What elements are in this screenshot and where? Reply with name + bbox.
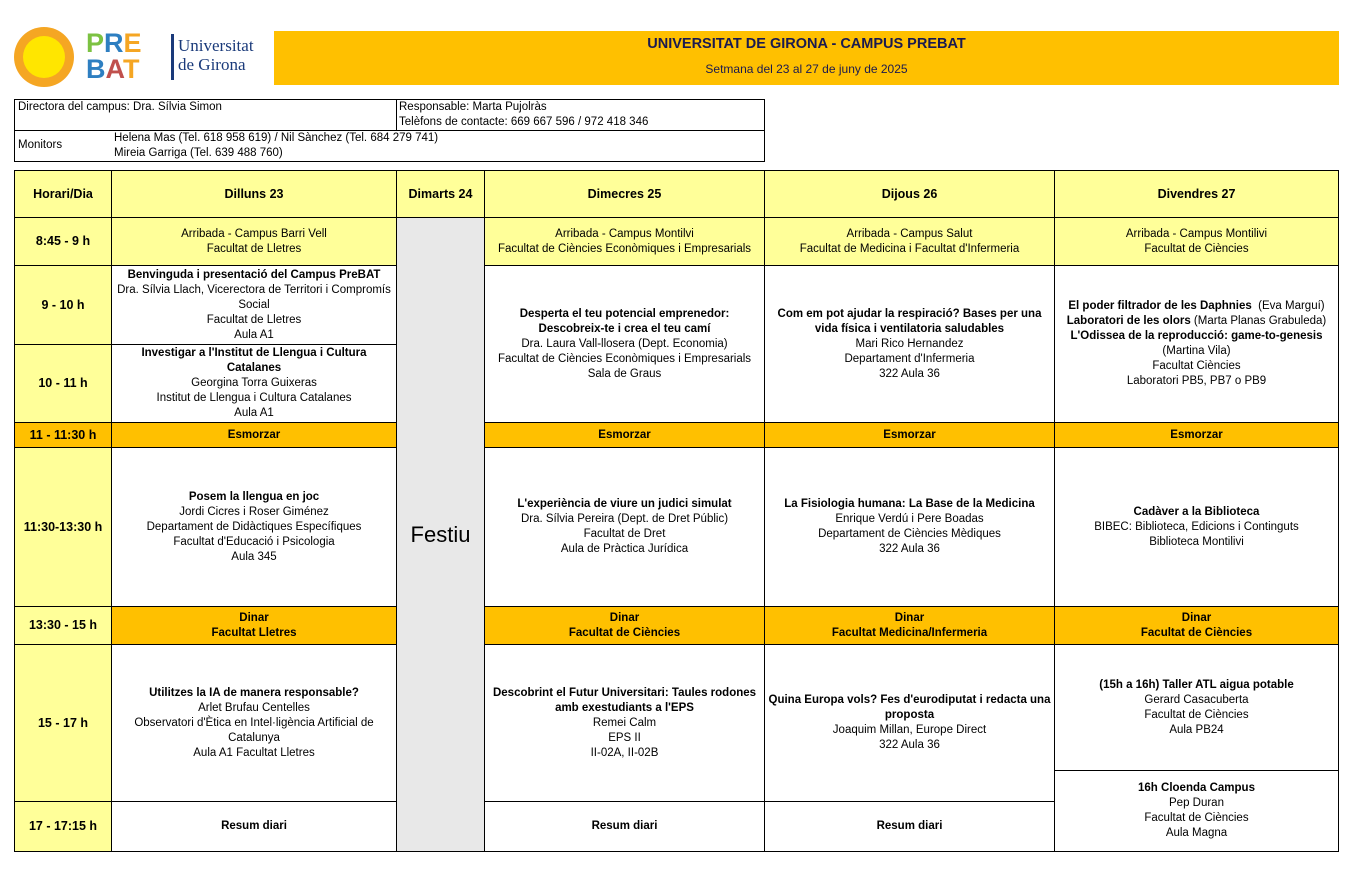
header-cell — [396, 170, 485, 218]
cell-text: Resum diari — [591, 820, 658, 832]
wed-lunch — [484, 606, 765, 645]
wed-afternoon — [484, 644, 765, 802]
cell-text: Sala de Graus — [587, 367, 662, 380]
wed-break — [484, 422, 765, 448]
cell-text: 17 - 17:15 h — [28, 819, 98, 833]
cell-text: Benvinguda i presentació del Campus PreBAT — [127, 268, 381, 281]
cell-text: Facultat Ciències — [1152, 360, 1241, 372]
fri-s1-title1: El poder filtrador de les Daphnies — [1068, 300, 1252, 312]
cell-text: Arribada - Campus Montilivi — [1125, 227, 1268, 240]
fri-s1-title2: Laboratori de les olors — [1066, 315, 1191, 327]
cell-text: Cadàver a la Biblioteca — [1133, 505, 1260, 518]
university-wordmark — [178, 36, 254, 74]
cell-text: Resum diari — [221, 820, 287, 832]
fri-lunch — [1054, 606, 1339, 645]
cell-text: Departament de Didàctiques Específiques — [146, 520, 362, 533]
cell-text: 9 - 10 h — [41, 297, 85, 312]
cell-text: Facultat Medicina/Infermeria — [831, 626, 988, 639]
cell-text: Jordi Cicres i Roser Giménez — [179, 505, 329, 518]
cell-text: Esmorzar — [1170, 428, 1223, 441]
cell-text: BIBEC: Biblioteca, Edicions i Continguts — [1094, 520, 1299, 533]
fri-s1-note3: (Martina Vila) — [1162, 345, 1231, 357]
cell-text: 322 Aula 36 — [879, 367, 940, 380]
wed-arrival — [484, 217, 765, 266]
cell-text: Arribada - Campus Montilvi — [555, 227, 694, 240]
cell-text: Observatori d'Ètica en Intel·ligència Artificial de Catalunya — [134, 716, 374, 744]
cell-text: 11 - 11:30 h — [29, 427, 97, 442]
time-cell — [14, 801, 112, 852]
cell-text: Dinar — [239, 611, 269, 624]
time-cell — [14, 422, 112, 448]
cell-text — [1058, 314, 1335, 329]
cell-text: 322 Aula 36 — [879, 739, 940, 751]
cell-text: Aula A1 — [234, 328, 274, 341]
logo — [12, 26, 274, 88]
cell-text: Dimecres 25 — [587, 186, 662, 201]
univ-line2: de Girona — [178, 55, 246, 74]
time-cell — [14, 644, 112, 802]
wed-summary — [484, 801, 765, 852]
university-crest-icon — [168, 34, 178, 80]
fri-s1-note2: (Marta Planas Grabuleda) — [1190, 315, 1327, 327]
cell-text: Institut de Llengua i Cultura Catalanes — [156, 392, 352, 404]
mon-welcome — [111, 265, 397, 345]
header-cell — [14, 170, 112, 218]
cell-text: Arribada - Campus Barri Vell — [181, 227, 327, 240]
mon-arrival — [111, 217, 397, 266]
cell-text: L'experiència de viure un judici simulat — [517, 498, 732, 510]
cell-text: (15h a 16h) Taller ATL aigua potable — [1099, 678, 1294, 691]
cell-text: 13:30 - 15 h — [28, 618, 98, 632]
cell-text: Facultat de Ciències — [1144, 242, 1249, 255]
cell-text: Posem la llengua en joc — [188, 490, 320, 503]
cell-text: Arribada - Campus Salut — [846, 227, 973, 240]
cell-text: Esmorzar — [883, 428, 936, 441]
header-cell — [764, 170, 1055, 218]
cell-text: Facultat de Ciències Econòmiques i Empresarials — [497, 242, 752, 255]
cell-text: EPS II — [608, 731, 641, 744]
cell-text: Arlet Brufau Centelles — [198, 701, 310, 714]
mon-afternoon — [111, 644, 397, 802]
holiday-cell — [396, 217, 485, 852]
fri-session1 — [1054, 265, 1339, 423]
page-title: UNIVERSITAT DE GIRONA - CAMPUS PREBAT — [647, 36, 966, 52]
cell-text: Dra. Sílvia Pereira (Dept. de Dret Públic) — [520, 513, 729, 525]
cell-text: Dinar — [609, 611, 640, 624]
cell-text: Aula Magna — [1165, 827, 1228, 839]
univ-line1: Universitat — [178, 36, 254, 55]
time-cell — [14, 606, 112, 645]
cell-text: Facultat de Medicina i Facultat d'Infermeria — [799, 242, 1020, 255]
thu-afternoon — [764, 644, 1055, 802]
thu-morning — [764, 447, 1055, 607]
time-cell — [14, 265, 112, 345]
cell-text: Facultat de Ciències Econòmiques i Empresarials — [497, 352, 752, 365]
cell-text: Esmorzar — [598, 428, 651, 441]
info-divider-v — [396, 100, 397, 130]
fri-break — [1054, 422, 1339, 448]
cell-text: Laboratori PB5, PB7 o PB9 — [1126, 375, 1267, 387]
prebat-wordmark: PRE BAT — [86, 28, 142, 84]
thu-session1 — [764, 265, 1055, 423]
cell-text: Dra. Laura Vall-llosera (Dept. Economia) — [521, 337, 728, 350]
header-cell — [484, 170, 765, 218]
monitors-line2: Mireia Garriga (Tel. 639 488 760) — [114, 147, 283, 159]
cell-text: Aula 345 — [231, 550, 277, 563]
cell-text: Resum diari — [876, 820, 943, 832]
time-cell — [14, 447, 112, 607]
cell-text: Horari/Dia — [33, 186, 93, 201]
cell-text: Facultat de Lletres — [206, 242, 302, 255]
cell-text: Joaquim Millan, Europe Direct — [832, 724, 987, 736]
cell-text: Facultat de Ciències — [1144, 812, 1249, 824]
cell-text: Departament de Ciències Mèdiques — [818, 528, 1001, 540]
cell-text: Pep Duran — [1169, 797, 1224, 809]
cell-text: Facultat de Lletres — [206, 313, 302, 326]
wed-morning — [484, 447, 765, 607]
thu-lunch — [764, 606, 1055, 645]
fri-afternoon — [1054, 644, 1339, 771]
cell-text: Descobrint el Futur Universitari: Taules rodones amb exestudiants a l'EPS — [492, 686, 757, 714]
cell-text: Utilitzes la IA de manera responsable? — [149, 686, 359, 699]
time-cell — [14, 217, 112, 266]
cell-text: La Fisiologia humana: La Base de la Medicina — [784, 498, 1035, 510]
cell-text: Facultat de Ciències — [1140, 626, 1253, 639]
cell-text: Dinar — [1181, 611, 1212, 624]
cell-text: 11:30-13:30 h — [23, 519, 103, 534]
fri-s1-note1: (Eva Marguí) — [1251, 300, 1325, 312]
phones-text: Telèfons de contacte: 669 667 596 / 972 418 346 — [399, 116, 649, 128]
fri-arrival — [1054, 217, 1339, 266]
cell-text: Dinar — [894, 611, 925, 624]
cell-text: Aula A1 Facultat Lletres — [193, 746, 315, 759]
info-box — [14, 99, 765, 162]
mon-lunch — [111, 606, 397, 645]
cell-text: Com em pot ajudar la respiració? Bases per una vida física i ventilatoria saludables — [777, 307, 1042, 335]
mon-break — [111, 422, 397, 448]
mon-morning — [111, 447, 397, 607]
cell-text: 10 - 11 h — [38, 376, 88, 390]
cell-text: Biblioteca Montilivi — [1149, 535, 1244, 548]
cell-text: Facultat de Dret — [583, 528, 666, 540]
director-text: Directora del campus: Dra. Sílvia Simon — [18, 101, 222, 113]
page-subtitle: Setmana del 23 al 27 de juny de 2025 — [705, 62, 908, 76]
cell-text: Aula de Pràctica Jurídica — [560, 543, 689, 555]
cell-text: Facultat Lletres — [211, 626, 297, 639]
cell-text: Facultat d'Educació i Psicologia — [173, 535, 335, 548]
header-band — [274, 31, 1339, 85]
time-cell — [14, 344, 112, 423]
cell-text: Dilluns 23 — [224, 186, 284, 201]
monitors-line1: Helena Mas (Tel. 618 958 619) / Nil Sànchez (Tel. 684 279 741) — [114, 132, 439, 144]
fri-morning — [1054, 447, 1339, 607]
header-cell — [111, 170, 397, 218]
cell-text: Dijous 26 — [881, 186, 938, 201]
cell-text: Facultat de Ciències — [568, 626, 681, 639]
cell-text: Aula A1 — [234, 407, 274, 419]
prebat-logo-icon — [12, 26, 76, 88]
thu-summary — [764, 801, 1055, 852]
cell-text: Georgina Torra Guixeras — [191, 377, 317, 389]
thu-break — [764, 422, 1055, 448]
cell-text: Mari Rico Hernandez — [855, 337, 964, 350]
cell-text: Departament d'Infermeria — [844, 352, 975, 365]
cell-text: Enrique Verdú i Pere Boadas — [835, 513, 984, 525]
cell-text: Desperta el teu potencial emprenedor: Descobreix-te i crea el teu camí — [519, 307, 730, 335]
cell-text: 15 - 17 h — [37, 715, 89, 730]
cell-text: Quina Europa vols? Fes d'eurodiputat i redacta una proposta — [768, 694, 1051, 721]
header-cell — [1054, 170, 1339, 218]
cell-text: II-02A, II-02B — [590, 746, 659, 759]
cell-text: 322 Aula 36 — [879, 543, 940, 555]
cell-text: Facultat de Ciències — [1144, 708, 1249, 721]
fri-s1-title3: L'Odissea de la reproducció: game-to-genesis — [1070, 330, 1323, 342]
cell-text: Aula PB24 — [1169, 723, 1224, 736]
cell-text: Festiu — [410, 521, 471, 547]
cell-text: Remei Calm — [592, 716, 657, 729]
cell-text: Divendres 27 — [1157, 186, 1236, 201]
cell-text: Dimarts 24 — [408, 186, 473, 201]
responsible-text: Responsable: Marta Pujolràs — [399, 101, 547, 113]
cell-text: 16h Cloenda Campus — [1138, 782, 1255, 794]
cell-text: Investigar a l'Institut de Llengua i Cultura Catalanes — [141, 347, 367, 374]
mon-summary — [111, 801, 397, 852]
cell-text: Esmorzar — [227, 428, 281, 441]
wed-session1 — [484, 265, 765, 423]
mon-iec — [111, 344, 397, 423]
cell-text — [1058, 299, 1335, 314]
monitors-label: Monitors — [18, 139, 63, 151]
fri-closing — [1054, 770, 1339, 852]
thu-arrival — [764, 217, 1055, 266]
cell-text: 8:45 - 9 h — [35, 234, 91, 248]
cell-text: Dra. Sílvia Llach, Vicerectora de Territori i Compromís Social — [117, 283, 391, 311]
cell-text: Gerard Casacuberta — [1144, 693, 1249, 706]
